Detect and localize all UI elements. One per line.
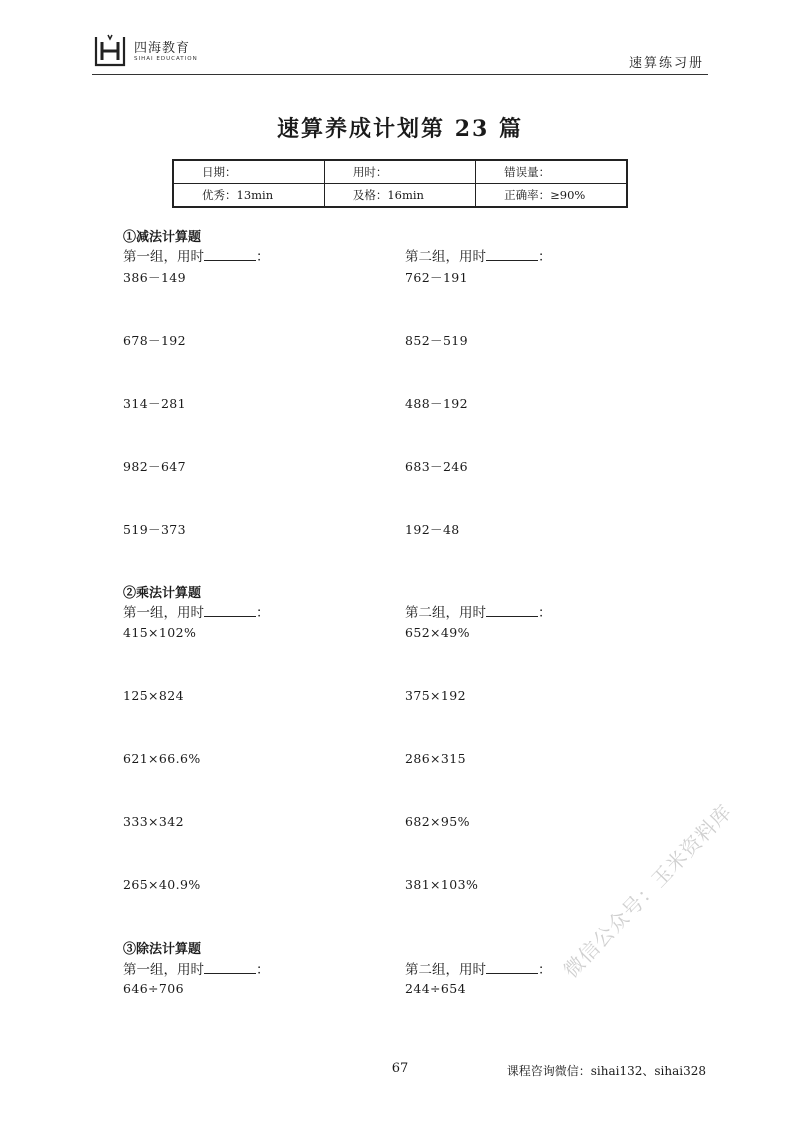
section-title-division: ③除法计算题 bbox=[123, 942, 202, 957]
group1-label: 第一组，用时 ： bbox=[123, 962, 270, 978]
problem: 678－192 bbox=[123, 333, 187, 348]
problem: 244÷654 bbox=[405, 981, 466, 996]
excellent-standard: 优秀：13min bbox=[173, 184, 324, 208]
group1-label: 第一组，用时 ： bbox=[123, 249, 270, 265]
problem: 852－519 bbox=[405, 333, 469, 348]
group2-label: 第二组，用时 ： bbox=[405, 605, 552, 621]
group1-label: 第一组，用时 ： bbox=[123, 605, 270, 621]
time-blank bbox=[486, 248, 538, 261]
problem: 386－149 bbox=[123, 270, 187, 285]
problem: 519－373 bbox=[123, 522, 187, 537]
time-blank bbox=[204, 248, 256, 261]
brand-subtitle: SIHAI EDUCATION bbox=[134, 56, 198, 62]
problem: 265×40.9% bbox=[123, 877, 201, 892]
info-row bbox=[173, 160, 627, 184]
problem: 682×95% bbox=[405, 814, 470, 829]
info-table bbox=[172, 159, 628, 208]
problem: 646÷706 bbox=[123, 981, 184, 996]
time-blank bbox=[486, 604, 538, 617]
problem: 488－192 bbox=[405, 396, 469, 411]
error-count-field: 错误量： bbox=[476, 160, 627, 184]
contact-info: 课程咨询微信：sihai132、sihai328 bbox=[506, 1064, 706, 1078]
problem: 762－191 bbox=[405, 270, 469, 285]
section-title-multiplication: ②乘法计算题 bbox=[123, 586, 202, 601]
time-blank bbox=[486, 961, 538, 974]
logo-icon bbox=[94, 34, 126, 68]
problem: 192－48 bbox=[405, 522, 460, 537]
problem: 375×192 bbox=[405, 688, 466, 703]
group2-label: 第二组，用时 ： bbox=[405, 962, 552, 978]
problem: 415×102% bbox=[123, 625, 197, 640]
time-blank bbox=[204, 604, 256, 617]
section-title-subtraction: ①减法计算题 bbox=[123, 230, 202, 245]
problem: 333×342 bbox=[123, 814, 184, 829]
page-title: 速算养成计划第 23 篇 bbox=[277, 116, 523, 142]
page-number: 67 bbox=[391, 1061, 409, 1076]
problem: 381×103% bbox=[405, 877, 479, 892]
accuracy-standard: 正确率：≥90% bbox=[476, 184, 627, 208]
problem: 683－246 bbox=[405, 459, 469, 474]
problem: 621×66.6% bbox=[123, 751, 201, 766]
book-title: 速算练习册 bbox=[628, 56, 704, 71]
problem: 125×824 bbox=[123, 688, 184, 703]
watermark: 微信公众号：玉米资料库 bbox=[558, 799, 737, 983]
pass-standard: 及格：16min bbox=[324, 184, 475, 208]
problem: 314－281 bbox=[123, 396, 187, 411]
info-row bbox=[173, 184, 627, 208]
brand-name: 四海教育 bbox=[134, 41, 191, 56]
date-field: 日期： bbox=[173, 160, 324, 184]
problem: 652×49% bbox=[405, 625, 470, 640]
group2-label: 第二组，用时 ： bbox=[405, 249, 552, 265]
problem: 286×315 bbox=[405, 751, 466, 766]
problem: 982－647 bbox=[123, 459, 187, 474]
time-used-field: 用时： bbox=[324, 160, 475, 184]
time-blank bbox=[204, 961, 256, 974]
header-divider bbox=[92, 74, 708, 75]
